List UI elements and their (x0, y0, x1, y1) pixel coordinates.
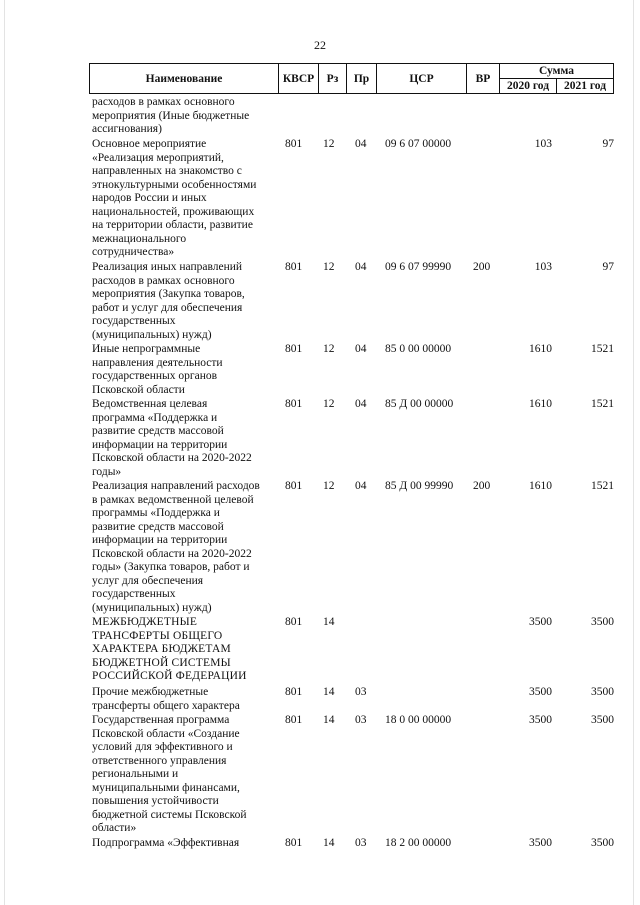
row-name: Ведомственная целевая программа «Поддержка и развитие средств массовой информации на территории Псковской области на 2020-2022 годы» (92, 398, 252, 478)
row-name: Основное мероприятие «Реализация мероприятий, направленных на знакомство с этнокультурными особенностями народов России и иных национальностей, проживающих на территории области, развитие межнационального сотрудничества» (92, 138, 257, 258)
table-row (89, 837, 619, 853)
row-sum-2020: 3500 (529, 714, 552, 726)
row-pr: 04 (355, 343, 367, 355)
row-rz: 12 (323, 261, 335, 273)
row-pr: 04 (355, 398, 367, 410)
row-name: Иные непрограммные направления деятельности государственных органов Псковской области (92, 343, 223, 396)
row-kvsr: 801 (285, 686, 303, 698)
header-csr: ЦСР (377, 64, 467, 93)
row-sum-2020: 103 (534, 261, 552, 273)
row-pr: 04 (355, 138, 367, 150)
table-row (89, 714, 619, 837)
table-row (89, 480, 619, 616)
row-sum-2020: 3500 (529, 686, 552, 698)
row-sum-2020: 3500 (529, 837, 552, 849)
row-sum-2021: 1521 (591, 480, 614, 492)
row-rz: 14 (323, 686, 335, 698)
header-kvsr: КВСР (279, 64, 319, 93)
row-sum-2021: 97 (602, 261, 614, 273)
table-row (89, 616, 619, 686)
row-rz: 14 (323, 714, 335, 726)
row-pr: 04 (355, 480, 367, 492)
row-kvsr: 801 (285, 343, 303, 355)
table-row (89, 398, 619, 480)
row-sum-2020: 3500 (529, 616, 552, 628)
row-name: Реализация направлений расходов в рамках ведомственной целевой программы «Поддержка и развитие средств массовой информации на территории Псковской области на 2020-2022 годы» (Закупка товаров, работ и услуг для обеспечения государственных (муниципальных) нужд) (92, 480, 260, 614)
header-name: Наименование (90, 64, 279, 93)
row-sum-2021: 97 (602, 138, 614, 150)
row-name: Подпрограмма «Эффективная (92, 837, 240, 849)
scan-edge-left (4, 0, 5, 905)
row-pr: 03 (355, 714, 367, 726)
row-sum-2020: 1610 (529, 480, 552, 492)
row-name: Государственная программа Псковской области «Создание условий для эффективного и ответственного управления региональными и муниципальными финансами, повышения устойчивости бюджетной системы Псковской области» (92, 714, 247, 834)
row-name: расходов в рамках основного мероприятия (Иные бюджетные ассигнования) (92, 96, 250, 135)
table-row (89, 261, 619, 343)
row-csr: 85 Д 00 99990 (385, 480, 454, 492)
row-sum-2021: 3500 (591, 686, 614, 698)
row-rz: 12 (323, 480, 335, 492)
row-name: Прочие межбюджетные трансферты общего характера (92, 686, 240, 712)
row-sum-2020: 1610 (529, 398, 552, 410)
table-body (89, 96, 619, 853)
header-year-2021: 2021 год (563, 80, 607, 92)
row-csr: 85 Д 00 00000 (385, 398, 454, 410)
row-sum-2021: 1521 (591, 398, 614, 410)
row-sum-2021: 3500 (591, 714, 614, 726)
row-csr: 09 6 07 99990 (385, 261, 452, 273)
row-sum-2021: 1521 (591, 343, 614, 355)
row-name: Реализация иных направлений расходов в рамках основного мероприятия (Закупка товаров, работ и услуг для обеспечения государственных (муниципальных) нужд) (92, 261, 245, 341)
row-rz: 12 (323, 138, 335, 150)
row-kvsr: 801 (285, 480, 303, 492)
row-name: МЕЖБЮДЖЕТНЫЕ ТРАНСФЕРТЫ ОБЩЕГО ХАРАКТЕРА БЮДЖЕТАМ БЮДЖЕТНОЙ СИСТЕМЫ РОССИЙСКОЙ ФЕДЕРАЦИИ (92, 616, 247, 682)
header-vr: ВР (467, 64, 500, 93)
header-pr: Пр (347, 64, 377, 93)
scan-edge-right (633, 0, 634, 905)
header-year-2020: 2020 год (500, 79, 557, 93)
page-number: 22 (314, 38, 326, 52)
header-sum: Сумма (500, 64, 613, 79)
table-row (89, 96, 619, 138)
row-kvsr: 801 (285, 616, 303, 628)
row-kvsr: 801 (285, 714, 303, 726)
row-vr: 200 (473, 261, 491, 273)
row-sum-2020: 1610 (529, 343, 552, 355)
row-sum-2021: 3500 (591, 837, 614, 849)
row-rz: 12 (323, 398, 335, 410)
row-csr: 18 0 00 00000 (385, 714, 452, 726)
table-row (89, 138, 619, 261)
row-pr: 03 (355, 686, 367, 698)
row-rz: 14 (323, 616, 335, 628)
row-pr: 04 (355, 261, 367, 273)
table-header (89, 63, 614, 94)
row-rz: 12 (323, 343, 335, 355)
row-kvsr: 801 (285, 398, 303, 410)
header-rz: Рз (319, 64, 347, 93)
row-kvsr: 801 (285, 261, 303, 273)
row-sum-2020: 103 (534, 138, 552, 150)
row-rz: 14 (323, 837, 335, 849)
table-row (89, 343, 619, 398)
row-sum-2021: 3500 (591, 616, 614, 628)
row-kvsr: 801 (285, 837, 303, 849)
row-vr: 200 (473, 480, 491, 492)
row-kvsr: 801 (285, 138, 303, 150)
table-row (89, 686, 619, 714)
row-pr: 03 (355, 837, 367, 849)
row-csr: 09 6 07 00000 (385, 138, 452, 150)
row-csr: 85 0 00 00000 (385, 343, 452, 355)
row-csr: 18 2 00 00000 (385, 837, 452, 849)
